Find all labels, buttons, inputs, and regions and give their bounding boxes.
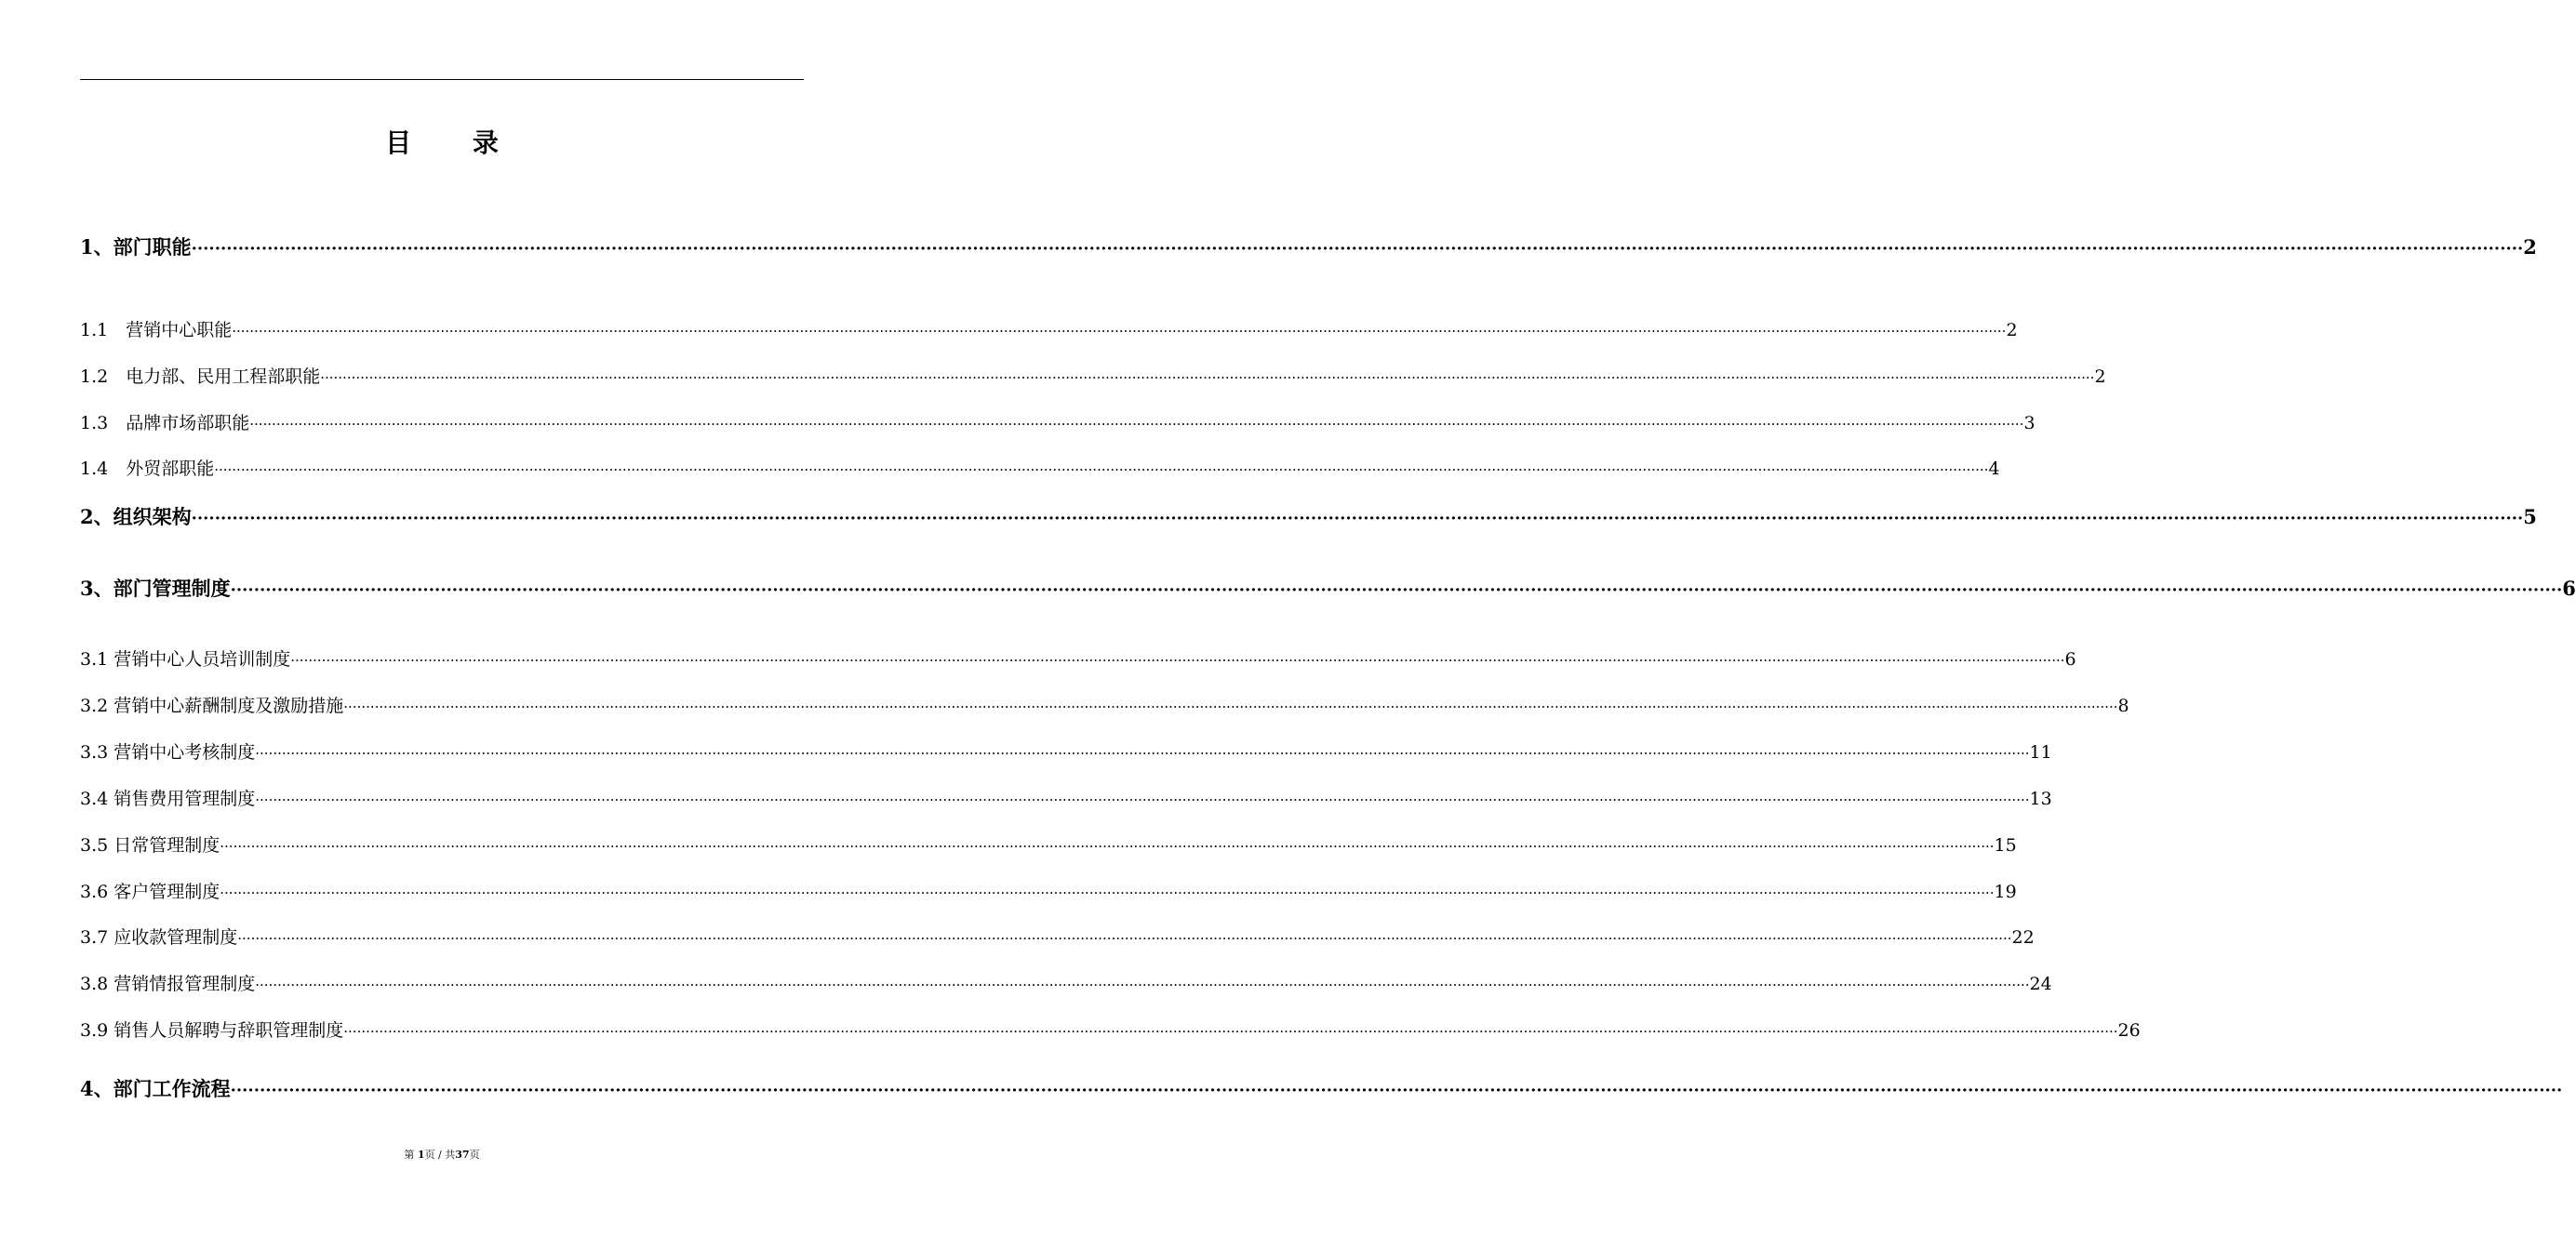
footer-suffix: 页 xyxy=(469,1149,480,1161)
toc-entry-label: 3、部门管理制度 xyxy=(80,577,231,600)
toc-entry-label: 2、组织架构 xyxy=(80,505,192,528)
toc-entry[interactable] xyxy=(80,738,2052,764)
toc-leader-dots: ················································································································································································································································································································································································································ xyxy=(230,580,2563,600)
toc-leader-dots: ················································································································································································································································································································································································································ xyxy=(191,239,2524,259)
toc-leader-dots: ················································································································································································································································································································································································································ xyxy=(255,977,2030,993)
header-rule xyxy=(80,79,804,80)
toc-leader-dots: ················································································································································································································································································································································································································ xyxy=(255,791,2030,808)
toc-leader-dots: ················································································································································································································································································································································································································ xyxy=(255,745,2030,762)
toc-entry-label: 1、部门职能 xyxy=(80,235,192,259)
toc-entry[interactable] xyxy=(80,363,2106,388)
footer-current-page: 1 xyxy=(417,1149,425,1161)
toc-entry[interactable] xyxy=(80,692,2129,717)
toc-entry-label: 3.4 销售费用管理制度 xyxy=(80,789,256,809)
toc-entry-label: 3.6 客户管理制度 xyxy=(80,882,220,902)
toc-entry-page: 8 xyxy=(2117,696,2129,716)
toc-entry-page: 13 xyxy=(2029,789,2052,809)
toc-entry[interactable] xyxy=(80,502,2537,530)
toc-entry[interactable] xyxy=(80,1074,2563,1102)
toc-entry[interactable] xyxy=(80,233,2537,260)
toc-entry-page: 5 xyxy=(2523,505,2537,528)
toc-entry-label: 3.7 应收款管理制度 xyxy=(80,927,238,948)
toc-entry-label: 4、部门工作流程 xyxy=(80,1077,231,1100)
toc-entry-label: 1.3 品牌市场部职能 xyxy=(80,413,250,433)
toc-entry-label: 1.2 电力部、民用工程部职能 xyxy=(80,366,321,387)
toc-entry[interactable] xyxy=(80,645,2076,671)
footer-prefix: 第 xyxy=(404,1149,415,1161)
toc-entry-page: 2 xyxy=(2006,320,2018,340)
toc-leader-dots: ················································································································································································································································································································································································································ xyxy=(343,698,2118,715)
toc-entry[interactable] xyxy=(80,831,2017,857)
toc-entry-page: 2 xyxy=(2094,366,2106,387)
toc-leader-dots: ················································································································································································································································································································································································································ xyxy=(214,461,1989,478)
toc-entry-page: 15 xyxy=(1994,835,2017,856)
toc-leader-dots: ················································································································································································································································································································································································································ xyxy=(343,1023,2118,1040)
toc-entry-label: 3.2 营销中心薪酬制度及激励措施 xyxy=(80,696,344,716)
toc-entry[interactable] xyxy=(80,455,2000,480)
toc-entry[interactable] xyxy=(80,878,2017,903)
toc-entry-label: 3.3 营销中心考核制度 xyxy=(80,742,256,763)
toc-leader-dots: ················································································································································································································································································································································································································ xyxy=(237,930,2012,947)
toc-entry-page: 11 xyxy=(2029,742,2052,763)
footer-total-pages: 37 xyxy=(455,1149,470,1161)
toc-leader-dots: ················································································································································································································································································································································································································ xyxy=(320,369,2095,386)
toc-leader-dots: ················································································································································································································································································································································································································ xyxy=(220,838,1995,855)
toc-entry[interactable] xyxy=(80,409,2035,434)
toc-entry[interactable] xyxy=(80,1017,2141,1042)
toc-entry-page: 4 xyxy=(1988,459,2000,479)
toc-entry-page: 26 xyxy=(2117,1020,2141,1041)
toc-leader-dots: ················································································································································································································································································································································································································ xyxy=(220,884,1995,901)
toc-leader-dots: ················································································································································································································································································································································································································ xyxy=(290,652,2065,669)
toc-entry-label: 1.1 营销中心职能 xyxy=(80,320,233,340)
toc-entry-label: 3.8 营销情报管理制度 xyxy=(80,974,256,994)
toc-entry-page: 3 xyxy=(2023,413,2035,433)
toc-entry-label: 3.9 销售人员解聘与辞职管理制度 xyxy=(80,1020,344,1041)
toc-entry-page: 6 xyxy=(2064,649,2076,670)
toc-leader-dots: ················································································································································································································································································································································································································ xyxy=(230,1081,2563,1100)
toc-entry-page: 2 xyxy=(2523,235,2537,259)
toc-entry-page: 24 xyxy=(2029,974,2052,994)
toc-entry-label: 3.1 营销中心人员培训制度 xyxy=(80,649,291,670)
toc-entry-page: 19 xyxy=(1994,882,2017,902)
toc-entry[interactable] xyxy=(80,316,2018,341)
toc-entry-label: 1.4 外贸部职能 xyxy=(80,459,215,479)
toc-leader-dots: ················································································································································································································································································································································································································ xyxy=(232,323,2007,339)
toc-entry-label: 3.5 日常管理制度 xyxy=(80,835,220,856)
page-footer xyxy=(0,1147,884,1162)
toc-entry[interactable] xyxy=(80,574,2576,602)
toc-entry-page: 6 xyxy=(2562,577,2576,600)
toc-entry-page: 22 xyxy=(2011,927,2035,948)
footer-mid: 页 / 共 xyxy=(424,1149,456,1161)
toc-entry[interactable] xyxy=(80,924,2035,949)
toc-entry[interactable] xyxy=(80,970,2052,995)
toc-leader-dots: ················································································································································································································································································································································································································ xyxy=(249,416,2024,432)
toc-entry[interactable] xyxy=(80,785,2052,810)
toc-title: 目 录 xyxy=(385,127,525,158)
toc-leader-dots: ················································································································································································································································································································································································································ xyxy=(191,509,2524,528)
